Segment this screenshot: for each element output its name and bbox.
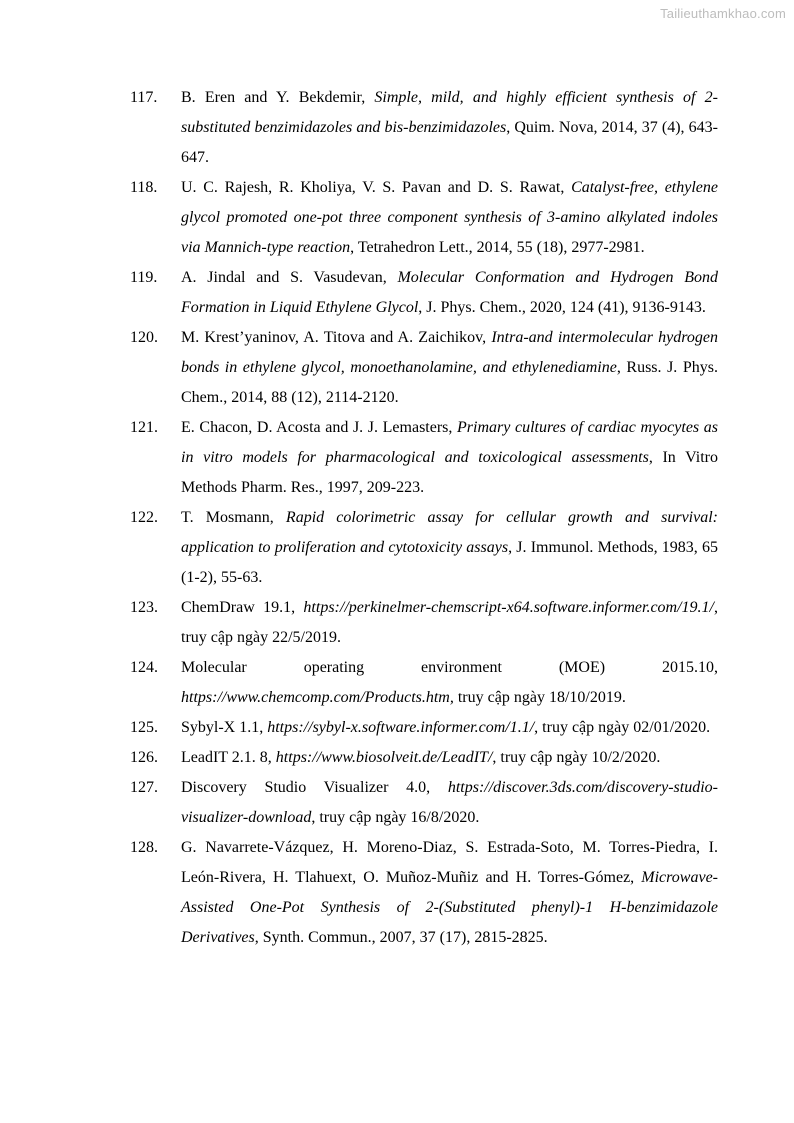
reference-text: LeadIT 2.1. 8, https://www.biosolveit.de/LeadIT/, truy cập ngày 10/2/2020.: [181, 749, 661, 766]
reference-item: [0, 773, 794, 833]
reference-text: Molecular operating environment (MOE) 2015.10, https://www.chemcomp.com/Products.htm, truy cập ngày 18/10/2019.: [181, 659, 718, 706]
reference-item: [0, 413, 794, 503]
reference-url[interactable]: https://www.biosolveit.de/LeadIT/: [275, 749, 493, 766]
reference-list: [0, 83, 794, 953]
reference-text: ChemDraw 19.1, https://perkinelmer-chemscript-x64.software.informer.com/19.1/, truy cập ngày 22/5/2019.: [181, 599, 718, 646]
reference-number: 122.: [130, 509, 158, 526]
reference-title: Primary cultures of cardiac myocytes as in vitro models for pharmacological and toxicological assessments: [181, 419, 718, 466]
reference-url[interactable]: https://sybyl-x.software.informer.com/1.1/: [267, 719, 535, 736]
reference-url[interactable]: https://perkinelmer-chemscript-x64.software.informer.com/19.1/: [303, 599, 714, 616]
reference-url[interactable]: https://www.chemcomp.com/Products.htm,: [181, 689, 454, 706]
reference-title: Intra-and intermolecular hydrogen bonds in ethylene glycol, monoethanolamine, and ethylenediamine: [181, 329, 718, 376]
watermark: Tailieuthamkhao.com: [660, 6, 786, 21]
reference-item: [0, 323, 794, 413]
reference-number: 119.: [130, 269, 158, 286]
reference-item: [0, 653, 794, 713]
reference-title: Molecular Conformation and Hydrogen Bond Formation in Liquid Ethylene Glycol: [181, 269, 719, 316]
reference-text: G. Navarrete-Vázquez, H. Moreno-Diaz, S. Estrada-Soto, M. Torres-Piedra, I. León-Rivera, H. Tlahuext, O. Muñoz-Muñiz and H. Torres-Gómez, Microwave-Assisted One-Pot Synthesis of 2-(Substituted phenyl)-1 H-benzimidazole Derivatives, Synth. Commun., 2007, 37 (17), 2815-2825.: [181, 839, 718, 946]
reference-number: 124.: [130, 659, 158, 676]
reference-number: 120.: [130, 329, 158, 346]
reference-text: U. C. Rajesh, R. Kholiya, V. S. Pavan and D. S. Rawat, Catalyst-free, ethylene glycol promoted one-pot three component synthesis of 3-amino alkylated indoles via Mannich-type reaction, Tetrahedron Lett., 2014, 55 (18), 2977-2981.: [181, 179, 719, 256]
reference-text: A. Jindal and S. Vasudevan, Molecular Conformation and Hydrogen Bond Formation in Liquid Ethylene Glycol, J. Phys. Chem., 2020, 124 (41), 9136-9143.: [181, 269, 719, 316]
reference-title: Rapid colorimetric assay for cellular growth and survival: application to proliferation and cytotoxicity assays: [181, 509, 718, 556]
reference-text: E. Chacon, D. Acosta and J. J. Lemasters, Primary cultures of cardiac myocytes as in vitro models for pharmacological and toxicological assessments, In Vitro Methods Pharm. Res., 1997, 209-223.: [181, 419, 718, 496]
reference-number: 123.: [130, 599, 158, 616]
reference-text: M. Krest’yaninov, A. Titova and A. Zaichikov, Intra-and intermolecular hydrogen bonds in ethylene glycol, monoethanolamine, and ethylenediamine, Russ. J. Phys. Chem., 2014, 88 (12), 2114-2120.: [181, 329, 718, 406]
reference-item: [0, 173, 794, 263]
reference-title: Simple, mild, and highly efficient synthesis of 2-substituted benzimidazoles and bis-benzimidazoles: [181, 89, 719, 136]
reference-number: 125.: [130, 719, 158, 736]
reference-url[interactable]: https://discover.3ds.com/discovery-studio-visualizer-download: [181, 779, 718, 826]
reference-number: 117.: [130, 89, 158, 106]
reference-item: [0, 83, 794, 173]
reference-title: Catalyst-free, ethylene glycol promoted one-pot three component synthesis of 3-amino alkylated indoles via Mannich-type reaction: [181, 179, 719, 256]
reference-number: 127.: [130, 779, 158, 796]
reference-item: [0, 713, 794, 743]
reference-number: 121.: [130, 419, 158, 436]
reference-item: [0, 503, 794, 593]
reference-text: Sybyl-X 1.1, https://sybyl-x.software.informer.com/1.1/, truy cập ngày 02/01/2020.: [181, 719, 711, 736]
reference-number: 128.: [130, 839, 158, 856]
reference-number: 118.: [130, 179, 158, 196]
reference-item: [0, 593, 794, 653]
reference-title: Microwave-Assisted One-Pot Synthesis of 2-(Substituted phenyl)-1 H-benzimidazole Derivatives: [181, 869, 718, 946]
reference-text: B. Eren and Y. Bekdemir, Simple, mild, and highly efficient synthesis of 2-substituted benzimidazoles and bis-benzimidazoles, Quim. Nova, 2014, 37 (4), 643-647.: [181, 89, 719, 166]
reference-text: Discovery Studio Visualizer 4.0, https://discover.3ds.com/discovery-studio-visualizer-download, truy cập ngày 16/8/2020.: [181, 779, 718, 826]
reference-item: [0, 263, 794, 323]
reference-item: [0, 833, 794, 953]
reference-number: 126.: [130, 749, 158, 766]
reference-text: T. Mosmann, Rapid colorimetric assay for cellular growth and survival: application to proliferation and cytotoxicity assays, J. Immunol. Methods, 1983, 65 (1-2), 55-63.: [181, 509, 719, 586]
reference-item: [0, 743, 794, 773]
